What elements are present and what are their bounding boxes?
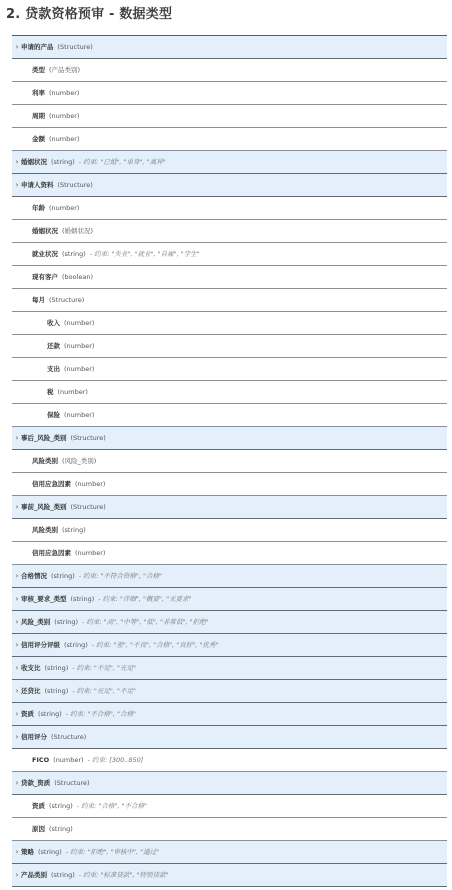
type-row-content (21, 864, 169, 886)
type-row-content (47, 404, 94, 426)
expandable-type-row[interactable] (12, 634, 447, 657)
field-name: 收支比 (21, 664, 41, 672)
type-row-content (21, 772, 90, 794)
field-type: (婚姻状况) (62, 227, 94, 235)
field-type: (string) (64, 641, 88, 649)
expandable-type-row[interactable] (12, 565, 447, 588)
field-constraint: - 约束: "合格", "不合格" (76, 802, 147, 810)
field-name: 信用评分评级 (21, 641, 60, 649)
data-type-table (12, 35, 447, 887)
field-type: (string) (54, 618, 78, 626)
field-type: (string) (51, 158, 75, 166)
type-row-content (21, 427, 106, 449)
type-row (12, 473, 447, 496)
chevron-right-icon[interactable]: › (15, 572, 19, 580)
type-row (12, 519, 447, 542)
type-row-content (47, 312, 94, 334)
field-name: 原因 (32, 825, 45, 833)
field-constraint: - 约束: [300..850] (87, 756, 144, 764)
type-row (12, 128, 447, 151)
type-row (12, 818, 447, 841)
chevron-right-icon[interactable]: › (15, 687, 19, 695)
field-type: (string) (62, 526, 86, 534)
field-name: 年龄 (32, 204, 45, 212)
field-type: (number) (49, 112, 80, 120)
field-name: 就业状况 (32, 250, 58, 258)
field-name: 产品类别 (21, 871, 47, 879)
field-type: (number) (75, 480, 106, 488)
type-row-content (21, 151, 166, 173)
field-constraint: - 约束: "不符合资格", "合格" (78, 572, 162, 580)
expandable-type-row[interactable] (12, 657, 447, 680)
field-type: (number) (49, 135, 80, 143)
field-type: (number) (49, 204, 80, 212)
type-row-content (21, 634, 218, 656)
field-constraint: - 约束: "详细", "概要", "无要求" (98, 595, 192, 603)
type-row-content (32, 795, 147, 817)
type-row (12, 105, 447, 128)
type-row (12, 542, 447, 565)
chevron-right-icon[interactable]: › (15, 710, 19, 718)
field-name: 每月 (32, 296, 45, 304)
field-name: 合格情况 (21, 572, 47, 580)
field-type: (string) (38, 710, 62, 718)
type-row (12, 795, 447, 818)
expandable-type-row[interactable] (12, 841, 447, 864)
type-row-content (32, 450, 96, 472)
field-name: 信用应急因素 (32, 549, 71, 557)
chevron-right-icon[interactable]: › (15, 181, 19, 189)
field-constraint: - 约束: "拒绝", "审核中", "通过" (65, 848, 160, 856)
type-row (12, 243, 447, 266)
field-type: (Structure) (51, 733, 87, 741)
expandable-type-row[interactable] (12, 588, 447, 611)
type-row (12, 82, 447, 105)
field-name: FICO (32, 756, 50, 764)
type-row (12, 335, 447, 358)
field-constraint: - 约束: "充足", "不足" (72, 687, 136, 695)
type-row-content (21, 174, 93, 196)
field-type: (number) (75, 549, 106, 557)
type-row (12, 197, 447, 220)
expandable-type-row[interactable] (12, 151, 447, 174)
field-type: (number) (57, 388, 88, 396)
field-constraint: - 约束: "差", "不良", "合格", "良好", "优秀" (91, 641, 219, 649)
field-name: 周期 (32, 112, 45, 120)
field-name: 申请人资料 (21, 181, 54, 189)
field-type: (Structure) (57, 181, 93, 189)
expandable-type-row[interactable] (12, 427, 447, 450)
field-name: 风险类别 (32, 457, 58, 465)
type-row (12, 59, 447, 82)
field-name: 婚姻状况 (32, 227, 58, 235)
field-type: (Structure) (70, 503, 106, 511)
type-row-content (21, 588, 192, 610)
expandable-type-row[interactable] (12, 726, 447, 749)
field-name: 资质 (21, 710, 34, 718)
type-row-content (32, 82, 79, 104)
type-row-content (32, 818, 73, 840)
field-name: 保险 (47, 411, 60, 419)
field-constraint: - 约束: "不足", "充足" (72, 664, 136, 672)
field-name: 税 (47, 388, 54, 396)
field-type: (string) (38, 848, 62, 856)
field-type: (number) (49, 89, 80, 97)
chevron-right-icon[interactable]: › (15, 434, 19, 442)
field-type: (number) (64, 342, 95, 350)
field-name: 审核_要求_类型 (21, 595, 67, 603)
field-name: 还款 (47, 342, 60, 350)
type-row (12, 266, 447, 289)
field-name: 金额 (32, 135, 45, 143)
field-type: (Structure) (49, 296, 85, 304)
field-type: (number) (64, 319, 95, 327)
field-name: 支出 (47, 365, 60, 373)
type-row-content (21, 726, 86, 748)
field-name: 风险_类别 (21, 618, 51, 626)
type-row-content (21, 611, 209, 633)
type-row (12, 312, 447, 335)
field-type: (风险_类别) (62, 457, 97, 465)
field-type: (string) (49, 802, 73, 810)
chevron-right-icon[interactable]: › (15, 871, 19, 879)
type-row-content (32, 519, 86, 541)
chevron-right-icon[interactable]: › (15, 641, 19, 649)
field-name: 利率 (32, 89, 45, 97)
chevron-right-icon[interactable]: › (15, 848, 19, 856)
field-name: 风险类别 (32, 526, 58, 534)
field-name: 现有客户 (32, 273, 58, 281)
expandable-type-row[interactable] (12, 611, 447, 634)
expandable-type-row[interactable] (12, 174, 447, 197)
page-title: 2. 贷款资格预审 - 数据类型 (6, 7, 173, 22)
chevron-right-icon[interactable]: › (15, 618, 19, 626)
field-constraint: - 约束: "失业", "就业", "自雇", "学生" (89, 250, 200, 258)
field-type: (string) (49, 825, 73, 833)
field-constraint: - 约束: "标准贷款", "特别贷款" (78, 871, 169, 879)
field-type: (string) (51, 871, 75, 879)
field-type: (number) (53, 756, 84, 764)
type-row (12, 381, 447, 404)
type-row-content (21, 680, 136, 702)
type-row-content (32, 243, 200, 265)
field-name: 事后_风险_类别 (21, 434, 67, 442)
field-name: 申请的产品 (21, 43, 54, 51)
expandable-type-row[interactable] (12, 496, 447, 519)
chevron-right-icon[interactable]: › (15, 733, 19, 741)
field-name: 策略 (21, 848, 34, 856)
expandable-type-row[interactable] (12, 864, 447, 887)
field-type: (string) (44, 687, 69, 695)
field-constraint: - 约束: "已婚", "单身", "离异" (78, 158, 166, 166)
type-row-content (47, 358, 94, 380)
field-name: 类型 (32, 66, 45, 74)
type-row-content (32, 266, 93, 288)
type-row-content (21, 703, 136, 725)
type-row (12, 404, 447, 427)
expandable-type-row[interactable] (12, 772, 447, 795)
type-row-content (32, 59, 80, 81)
expandable-type-row[interactable] (12, 680, 447, 703)
field-name: 事前_风险_类别 (21, 503, 67, 511)
expandable-type-row[interactable] (12, 703, 447, 726)
expandable-type-row[interactable] (12, 36, 447, 59)
field-type: (string) (70, 595, 95, 603)
field-type: (Structure) (54, 779, 90, 787)
type-row-content (47, 381, 88, 403)
type-row-content (21, 496, 106, 518)
type-row-content (32, 220, 93, 242)
field-type: (Structure) (70, 434, 106, 442)
field-type: (string) (62, 250, 86, 258)
type-row-content (32, 105, 79, 127)
type-row-content (21, 36, 93, 58)
chevron-right-icon[interactable]: › (15, 779, 19, 787)
chevron-right-icon[interactable]: › (15, 43, 19, 51)
type-row (12, 358, 447, 381)
chevron-right-icon[interactable]: › (15, 595, 19, 603)
field-type: (string) (51, 572, 75, 580)
type-row-content (32, 289, 84, 311)
type-row-content (21, 657, 136, 679)
field-type: (number) (64, 365, 95, 373)
field-name: 信用应急因素 (32, 480, 71, 488)
type-row-content (32, 473, 105, 495)
field-type: (number) (64, 411, 95, 419)
field-type: (string) (44, 664, 69, 672)
field-type: (产品类别) (49, 66, 81, 74)
field-name: 收入 (47, 319, 60, 327)
field-constraint: - 约束: "不合格", "合格" (65, 710, 136, 718)
type-row-content (32, 749, 143, 771)
type-row-content (47, 335, 94, 357)
type-row (12, 220, 447, 243)
type-row-content (21, 841, 159, 863)
chevron-right-icon[interactable]: › (15, 664, 19, 672)
type-row-content (21, 565, 162, 587)
field-name: 资质 (32, 802, 45, 810)
type-row-content (32, 128, 79, 150)
type-row (12, 289, 447, 312)
type-row-content (32, 542, 105, 564)
field-type: (Structure) (57, 43, 93, 51)
type-row-content (32, 197, 79, 219)
field-name: 贷款_资质 (21, 779, 51, 787)
field-name: 信用评分 (21, 733, 47, 741)
type-row (12, 450, 447, 473)
chevron-right-icon[interactable]: › (15, 158, 19, 166)
field-type: (boolean) (62, 273, 94, 281)
chevron-right-icon[interactable]: › (15, 503, 19, 511)
field-name: 婚姻状况 (21, 158, 47, 166)
field-constraint: - 约束: "高", "中等", "低", "非常低", "拒绝" (81, 618, 209, 626)
type-row (12, 749, 447, 772)
field-name: 还贷比 (21, 687, 41, 695)
